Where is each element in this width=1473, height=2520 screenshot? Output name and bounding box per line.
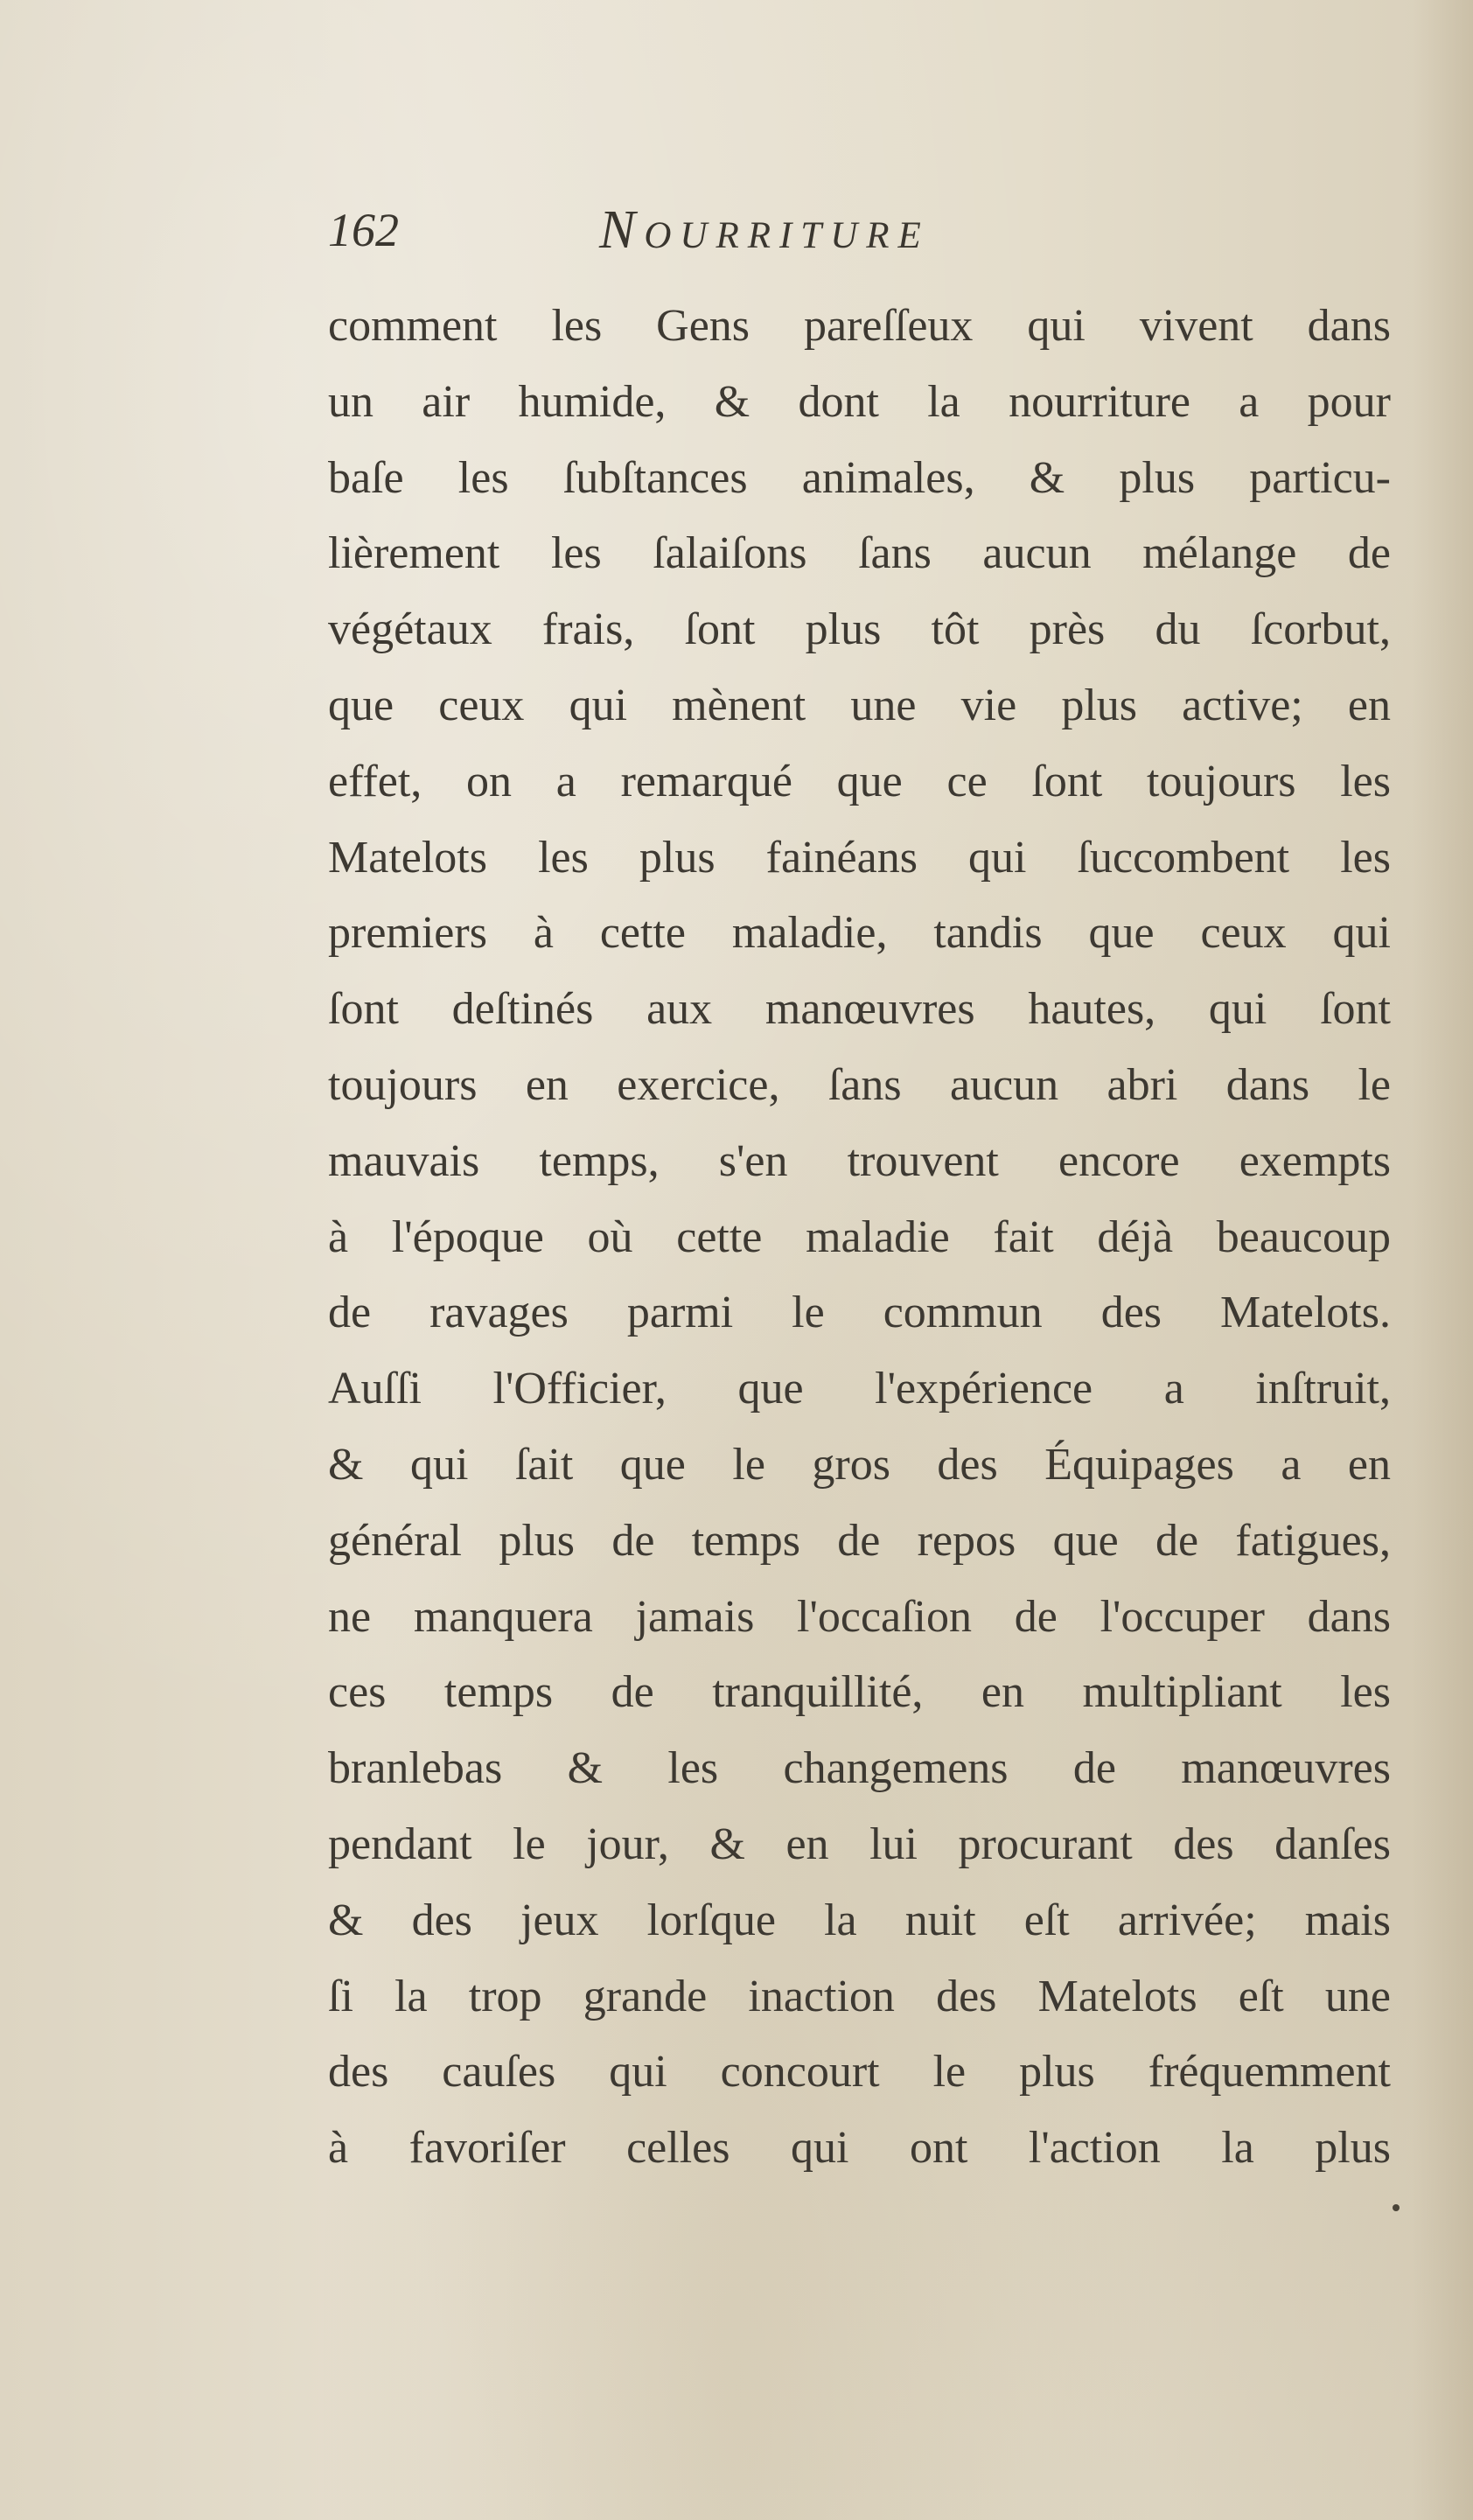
text-line: un air humide, & dont la nourriture a pour xyxy=(328,376,1391,427)
text-line: & des jeux lorſque la nuit eſt arrivée; mais xyxy=(328,1895,1391,1945)
page-edge-shadow xyxy=(1412,0,1473,2520)
text-line: ſi la trop grande inaction des Matelots eſt une xyxy=(328,1971,1391,2021)
text-line: Auſſi l'Officier, que l'expérience a inſtruit, xyxy=(328,1364,1391,1414)
text-line: comment les Gens pareſſeux qui vivent dans xyxy=(328,301,1391,351)
text-line: à favoriſer celles qui ont l'action la plus xyxy=(328,2123,1391,2174)
page-header xyxy=(328,199,1115,278)
ink-speck xyxy=(1393,2204,1400,2211)
text-line: Matelots les plus fainéans qui ſuccombent les xyxy=(328,832,1391,883)
text-line: ces temps de tranquillité, en multipliant les xyxy=(328,1667,1391,1718)
running-title: Nourriture xyxy=(599,200,930,260)
text-line: toujours en exercice, ſans aucun abri dans le xyxy=(328,1059,1391,1110)
text-line: branlebas & les changemens de manœuvres xyxy=(328,1743,1391,1794)
body-text xyxy=(328,289,1391,2187)
text-line: baſe les ſubſtances animales, & plus particu- xyxy=(328,452,1391,503)
text-line: effet, on a remarqué que ce ſont toujours les xyxy=(328,756,1391,806)
text-line: général plus de temps de repos que de fatigues, xyxy=(328,1515,1391,1566)
page-number: 162 xyxy=(328,204,399,256)
text-line: végétaux frais, ſont plus tôt près du ſcorbut, xyxy=(328,604,1391,655)
text-line: & qui ſait que le gros des Équipages a en xyxy=(328,1439,1391,1490)
text-line: mauvais temps, s'en trouvent encore exempts xyxy=(328,1135,1391,1186)
text-line: premiers à cette maladie, tandis que ceux qui xyxy=(328,908,1391,959)
text-line: ne manquera jamais l'occaſion de l'occuper dans xyxy=(328,1591,1391,1642)
text-line: lièrement les ſalaiſons ſans aucun mélange de xyxy=(328,528,1391,579)
text-line: ſont deſtinés aux manœuvres hautes, qui ſont xyxy=(328,984,1391,1035)
text-line: des cauſes qui concourt le plus fréquemment xyxy=(328,2047,1391,2098)
text-line: pendant le jour, & en lui procurant des danſes xyxy=(328,1818,1391,1869)
text-line: à l'époque où cette maladie fait déjà beaucoup xyxy=(328,1211,1391,1262)
text-line: de ravages parmi le commun des Matelots. xyxy=(328,1288,1391,1338)
text-line: que ceux qui mènent une vie plus active; en xyxy=(328,680,1391,730)
